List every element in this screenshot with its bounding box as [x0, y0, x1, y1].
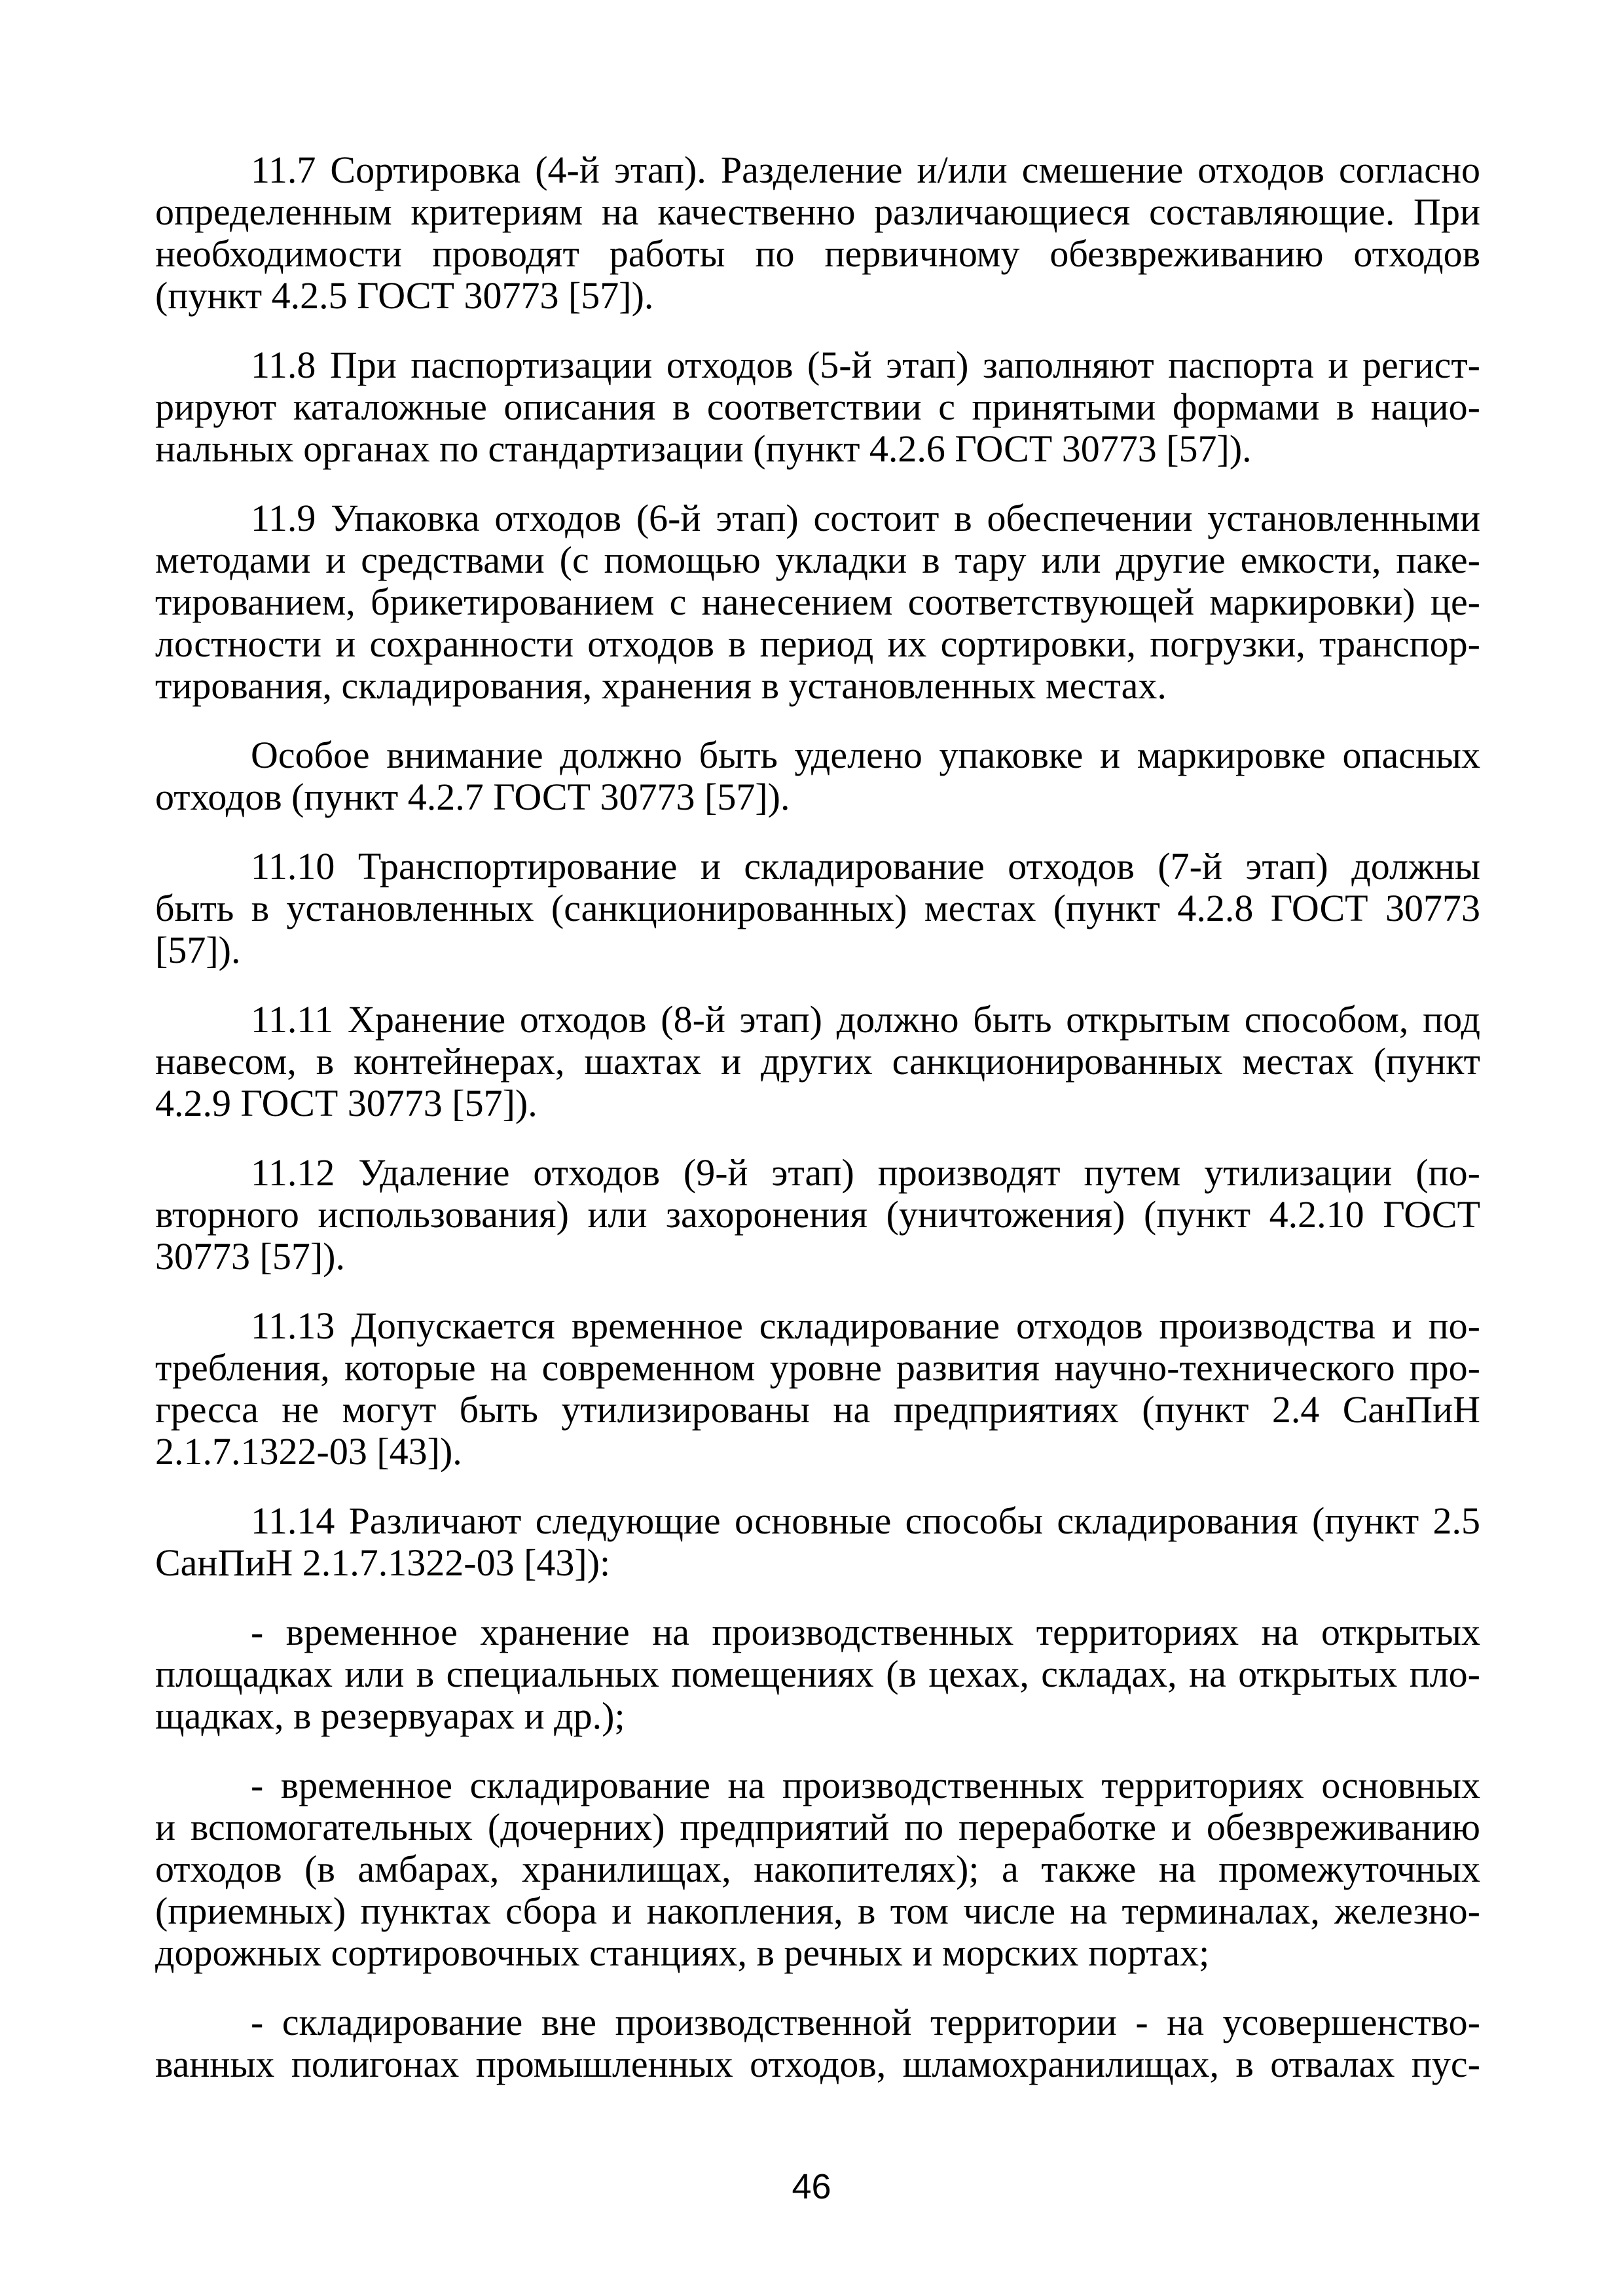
paragraph [155, 1305, 1480, 1473]
page-number: 46 [792, 2167, 831, 2206]
text-line: 11.7 Сортировка (4-й этап). Разделение и/или смешение отходов согласно [251, 149, 1480, 191]
text-line: тирования, складирования, хранения в установленных местах. [155, 664, 1167, 707]
paragraph [155, 1765, 1480, 1974]
text-line: - складирование вне производственной территории - на усовершенство- [251, 2001, 1480, 2043]
text-line: 11.8 При паспортизации отходов (5-й этап) заполняют паспорта и регист- [251, 344, 1480, 386]
text-line: отходов (пункт 4.2.7 ГОСТ 30773 [57]). [155, 776, 790, 818]
text-line: быть в установленных (санкционированных) местах (пункт 4.2.8 ГОСТ 30773 [155, 887, 1480, 929]
text-line: рируют каталожные описания в соответствии с принятыми формами в нацио- [155, 386, 1480, 428]
text-line: нальных органах по стандартизации (пункт 4.2.6 ГОСТ 30773 [57]). [155, 427, 1252, 470]
paragraph [155, 344, 1480, 470]
text-line: требления, которые на современном уровне развития научно-технического про- [155, 1346, 1480, 1389]
paragraph [155, 1500, 1480, 1584]
text-line: 2.1.7.1322-03 [43]). [155, 1430, 462, 1473]
text-line: [57]). [155, 929, 241, 971]
text-line: навесом, в контейнерах, шахтах и других санкционированных местах (пункт [155, 1040, 1480, 1083]
text-line: дорожных сортировочных станциях, в речных и морских портах; [155, 1931, 1210, 1974]
text-line: (пункт 4.2.5 ГОСТ 30773 [57]). [155, 274, 654, 317]
text-line: методами и средствами (с помощью укладки в тару или другие емкости, паке- [155, 539, 1480, 581]
paragraph [155, 1152, 1480, 1278]
text-line: необходимости проводят работы по первичному обезвреживанию отходов [155, 232, 1480, 275]
paragraph [155, 497, 1480, 707]
text-line: тированием, брикетированием с нанесением соответствующей маркировки) це- [155, 581, 1480, 623]
text-line: 11.12 Удаление отходов (9-й этап) производят путем утилизации (по- [251, 1151, 1480, 1194]
text-line: гресса не могут быть утилизированы на предприятиях (пункт 2.4 СанПиН [155, 1388, 1480, 1431]
text-line: (приемных) пунктах сбора и накопления, в том числе на терминалах, железно- [155, 1890, 1480, 1932]
paragraph [155, 2001, 1480, 2085]
text-line: 11.9 Упаковка отходов (6-й этап) состоит в обеспечении установленными [251, 497, 1480, 539]
text-line: определенным критериям на качественно различающиеся составляющие. При [155, 190, 1480, 233]
text-line: 11.11 Хранение отходов (8-й этап) должно быть открытым способом, под [251, 998, 1480, 1041]
text-line: и вспомогательных (дочерних) предприятий по переработке и обезвреживанию [155, 1806, 1480, 1848]
paragraph [155, 149, 1480, 317]
text-line: 4.2.9 ГОСТ 30773 [57]). [155, 1082, 538, 1124]
page-body [155, 149, 1480, 2113]
text-line: 30773 [57]). [155, 1235, 345, 1278]
text-line: Особое внимание должно быть уделено упаковке и маркировке опасных [251, 734, 1480, 776]
text-line: ванных полигонах промышленных отходов, шламохранилищах, в отвалах пус- [155, 2043, 1480, 2085]
text-line: 11.14 Различают следующие основные способы складирования (пункт 2.5 [251, 1499, 1480, 1542]
text-line: лостности и сохранности отходов в период их сортировки, погрузки, транспор- [155, 622, 1480, 665]
text-line: - временное хранение на производственных территориях на открытых [251, 1611, 1480, 1653]
paragraph [155, 999, 1480, 1124]
text-line: вторного использования) или захоронения (уничтожения) (пункт 4.2.10 ГОСТ [155, 1193, 1480, 1236]
text-line: - временное складирование на производственных территориях основных [251, 1764, 1480, 1806]
paragraph [155, 846, 1480, 971]
text-line: площадках или в специальных помещениях (в цехах, складах, на открытых пло- [155, 1653, 1480, 1695]
paragraph [155, 1611, 1480, 1737]
text-line: щадках, в резервуарах и др.); [155, 1695, 625, 1737]
text-line: отходов (в амбарах, хранилищах, накопителях); а также на промежуточных [155, 1848, 1480, 1890]
text-line: СанПиН 2.1.7.1322-03 [43]): [155, 1541, 611, 1584]
text-line: 11.13 Допускается временное складирование отходов производства и по- [251, 1304, 1480, 1347]
paragraph [155, 734, 1480, 818]
text-line: 11.10 Транспортирование и складирование отходов (7-й этап) должны [251, 845, 1480, 888]
